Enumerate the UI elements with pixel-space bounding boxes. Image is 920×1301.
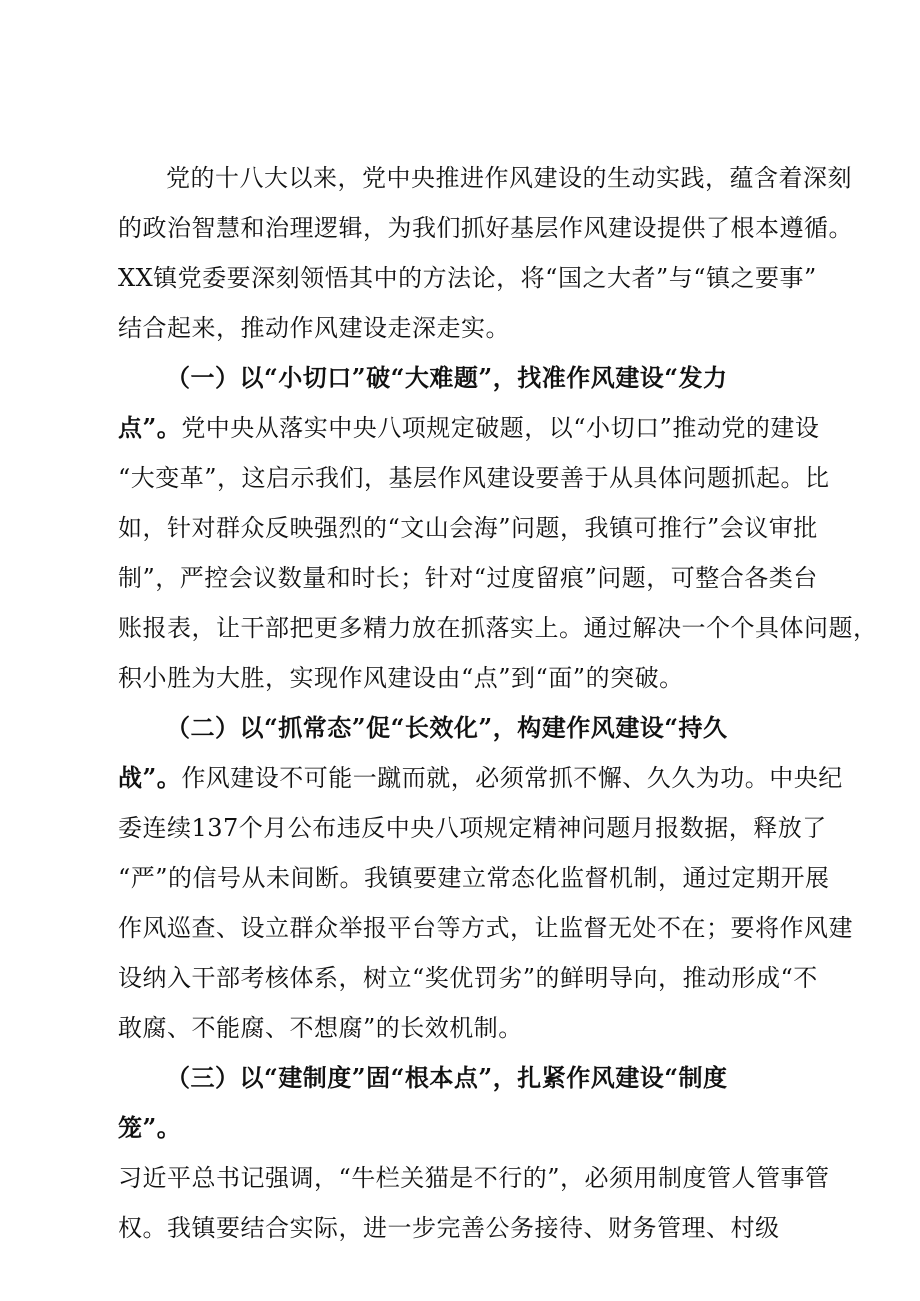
section-1-line-5: 账报表，让干部把更多精力放在抓落实上。通过解决一个个具体问题， bbox=[118, 614, 878, 642]
section-1-line-1 bbox=[118, 408, 819, 448]
section-2-line-1 bbox=[118, 758, 843, 798]
section-2-line-3: “严”的信号从未间断。我镇要建立常态化监督机制，通过定期开展 bbox=[118, 864, 830, 892]
section-2-line-4: 作风巡查、设立群众举报平台等方式，让监督无处不在；要将作风建 bbox=[118, 914, 853, 942]
paragraph-1-line-4: 结合起来，推动作风建设走深走实。 bbox=[118, 314, 510, 342]
section-2-body-start: 作风建设不可能一蹴而就，必须常抓不懈、久久为功。中央纪 bbox=[181, 764, 843, 792]
section-2-heading-line-1: （二）以“抓常态”促“长效化”，构建作风建设“持久 bbox=[166, 713, 728, 742]
section-1-line-2: “大变革”，这启示我们，基层作风建设要善于从具体问题抓起。比 bbox=[118, 464, 830, 492]
section-2-heading-tail: 战”。 bbox=[118, 763, 182, 792]
section-3-heading-line-1: （三）以“建制度”固“根本点”，扎紧作风建设“制度 bbox=[166, 1063, 728, 1092]
section-1-line-4: 制”，严控会议数量和时长；针对“过度留痕”问题，可整合各类台 bbox=[118, 564, 818, 592]
section-3-line-2: 权。我镇要结合实际，进一步完善公务接待、财务管理、村级 bbox=[118, 1214, 780, 1242]
section-1-body-start: 党中央从落实中央八项规定破题，以“小切口”推动党的建设 bbox=[181, 414, 820, 442]
section-1-heading-line-1: （一）以“小切口”破“大难题”，找准作风建设“发力 bbox=[166, 363, 728, 392]
paragraph-1-line-2: 的政治智慧和治理逻辑，为我们抓好基层作风建设提供了根本遵循。 bbox=[118, 214, 853, 242]
section-3-heading-line-2: 笼”。 bbox=[118, 1113, 182, 1142]
section-1-line-3: 如，针对群众反映强烈的“文山会海”问题，我镇可推行”会议审批 bbox=[118, 514, 818, 542]
section-2-line-2: 委连续137个月公布违反中央八项规定精神问题月报数据，释放了 bbox=[118, 814, 827, 842]
paragraph-1-line-3: XX镇党委要深刻领悟其中的方法论，将“国之大者”与“镇之要事” bbox=[118, 264, 817, 292]
section-3-line-1: 习近平总书记强调，“牛栏关猫是不行的”，必须用制度管人管事管 bbox=[118, 1164, 830, 1192]
section-1-line-6: 积小胜为大胜，实现作风建设由“点”到“面”的突破。 bbox=[118, 664, 684, 692]
section-2-line-6: 敢腐、不能腐、不想腐”的长效机制。 bbox=[118, 1014, 523, 1042]
paragraph-1-line-1: 党的十八大以来，党中央推进作风建设的生动实践，蕴含着深刻 bbox=[166, 164, 852, 192]
section-2-line-5: 设纳入干部考核体系，树立“奖优罚劣”的鲜明导向，推动形成“不 bbox=[118, 964, 818, 992]
section-1-heading-tail: 点”。 bbox=[118, 413, 182, 442]
